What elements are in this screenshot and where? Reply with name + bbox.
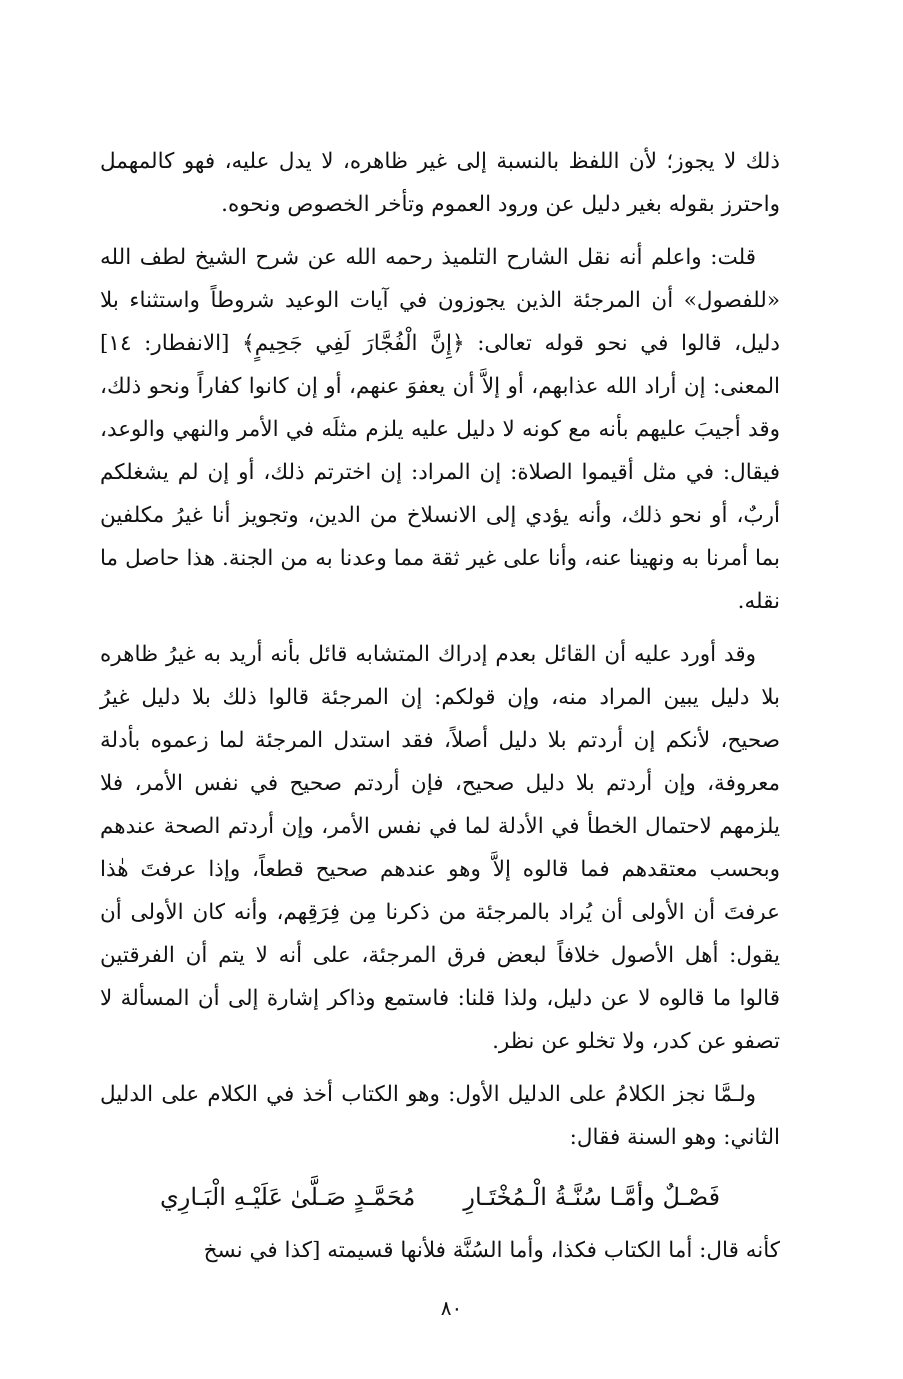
closing-line: كأنه قال: أما الكتاب فكذا، وأما السُنَّة فلأنها قسيمته [كذا في نسخ <box>203 1238 780 1263</box>
page-body <box>100 140 780 1282</box>
paragraph-3: وقد أورد عليه أن القائل بعدم إدراك المتشابه قائل بأنه أريد به غيرُ ظاهره بلا دليل يبين المراد منه، وإن قولكم: إن المرجئة قالوا ذلك بلا دليل غيرُ صحيح، لأنكم إن أردتم بلا دليل أصلاً، فقد استدل المرجئة لما زعموه بأدلة معروفة، وإن أردتم بلا دليل صحيح، فإن أردتم صحيح في نفس الأمر، فلا يلزمهم لاحتمال الخطأ في الأدلة لما في نفس الأمر، وإن أردتم الصحة عندهم وبحسب معتقدهم فما قالوه إلاَّ وهو عندهم صحيح قطعاً، وإذا عرفتَ هٰذا عرفتَ أن الأولى أن يُراد بالمرجئة من ذكرنا مِن فِرَقِهم، وأنه كان الأولى أن يقول: أهل الأصول خلافاً لبعض فرق المرجئة، على أنه لا يتم أن الفرقتين قالوا ما قالوه لا عن دليل، ولذا قلنا: فاستمع وذاكر إشارة إلى أن المسألة لا تصفو عن كدر، ولا تخلو عن نظر. <box>100 642 781 1054</box>
poem-verse <box>100 1169 780 1225</box>
verse-hemistich-second: مُحَمَّـدٍ صَـلَّىٰ عَلَيْـهِ الْبَـارِي <box>159 1183 416 1211</box>
verse-hemistich-first: فَصْـلٌ وأمَّـا سُنَّـةُ الْـمُخْتَـارِ <box>463 1183 721 1211</box>
paragraph-2: قلت: واعلم أنه نقل الشارح التلميذ رحمه الله عن شرح الشيخ لطف الله «للفصول» أن المرجئة الذين يجوزون في آيات الوعيد شروطاً واستثناء بلا دليل، قالوا في نحو قوله تعالى: ﴿إِنَّ الْفُجَّارَ لَفِي جَحِيمٍ﴾ [الانفطار: ١٤] المعنى: إن أراد الله عذابهم، أو إلاَّ أن يعفوَ عنهم، أو إن كانوا كفاراً ونحو ذلك، وقد أجيبَ عليهم بأنه مع كونه لا دليل عليه يلزم مثلَه في الأمر والنهي والوعد، فيقال: في مثل أقيموا الصلاة: إن المراد: إن اخترتم ذلك، أو إن لم يشغلكم أربٌ، أو نحو ذلك، وأنه يؤدي إلى الانسلاخ من الدين، وتجويز أنا غيرُ مكلفين بما أمرنا به ونهينا عنه، وأنا على غير ثقة مما وعدنا به من الجنة. هذا حاصل ما نقله. <box>100 245 780 614</box>
paragraph-4: ولـمَّا نجز الكلامُ على الدليل الأول: وهو الكتاب أخذ في الكلام على الدليل الثاني: وهو السنة فقال: <box>100 1082 780 1150</box>
page-number: ٨٠ <box>440 1296 463 1320</box>
paragraph-1: ذلك لا يجوز؛ لأن اللفظ بالنسبة إلى غير ظاهره، لا يدل عليه، فهو كالمهمل واحترز بقوله بغير دليل عن ورود العموم وتأخر الخصوص ونحوه. <box>100 149 780 217</box>
